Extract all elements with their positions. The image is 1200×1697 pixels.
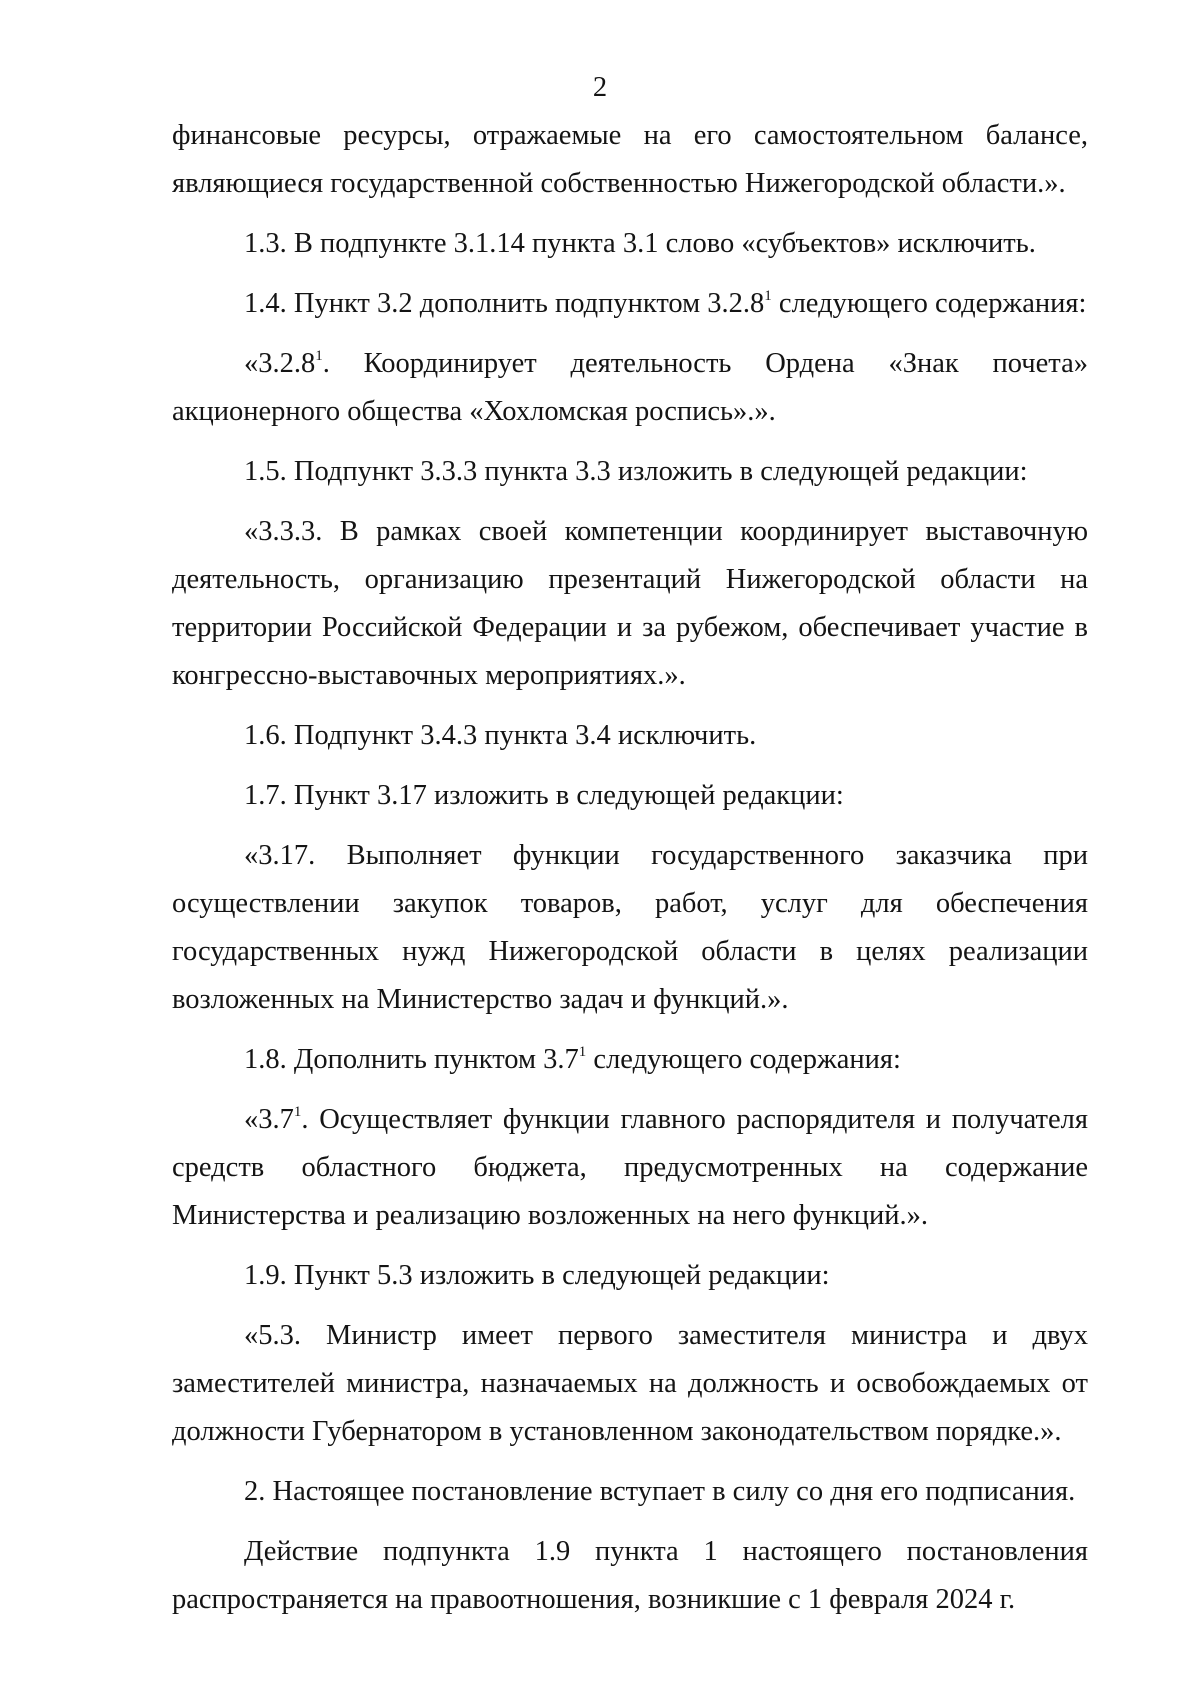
paragraph-2: 2. Настоящее постановление вступает в силу со дня его подписания. <box>244 1476 1076 1507</box>
quote-3-7-1-text-a: «3.7 <box>244 1104 294 1135</box>
quote-3-3-3: «3.3.3. В рамках своей компетенции координирует выставочную деятельность, организацию презентаций Нижегородской области на территории Российской Федерации и за рубежом, обеспечивает участие в конгрессно-выставочных мероприятиях.». <box>172 516 1088 691</box>
paragraph-1-4 <box>172 280 1088 328</box>
superscript: 1 <box>315 348 323 364</box>
document-body <box>172 112 1088 1636</box>
page-number: 2 <box>592 72 608 103</box>
paragraph-1-9: 1.9. Пункт 5.3 изложить в следующей редакции: <box>244 1260 830 1291</box>
superscript: 1 <box>293 1104 302 1120</box>
quote-3-7-1 <box>172 1096 1088 1240</box>
paragraph-continuation: финансовые ресурсы, отражаемые на его самостоятельном балансе, являющиеся государственной собственностью Нижегородской области.». <box>172 120 1088 199</box>
paragraph-1-5: 1.5. Подпункт 3.3.3 пункта 3.3 изложить в следующей редакции: <box>244 456 1028 487</box>
quote-3-2-8-1 <box>172 340 1088 436</box>
paragraph-1-7: 1.7. Пункт 3.17 изложить в следующей редакции: <box>244 780 844 811</box>
paragraph-1-8-text-a: 1.8. Дополнить пунктом 3.7 <box>244 1044 579 1075</box>
paragraph-effect: Действие подпункта 1.9 пункта 1 настоящего постановления распространяется на правоотношения, возникшие с 1 февраля 2024 г. <box>172 1536 1088 1615</box>
paragraph-1-4-text-a: 1.4. Пункт 3.2 дополнить подпунктом 3.2.8 <box>244 288 765 319</box>
paragraph-1-8 <box>172 1036 1088 1084</box>
quote-3-7-1-text-b: . Осуществляет функции главного распорядителя и получателя средств областного бюджета, предусмотренных на содержание Министерства и реализацию возложенных на него функций.». <box>172 1104 1088 1231</box>
quote-3-2-8-1-text-a: «3.2.8 <box>244 348 316 379</box>
quote-5-3: «5.3. Министр имеет первого заместителя министра и двух заместителей министра, назначаемых на должность и освобождаемых от должности Губернатором в установленном законодательством порядке.». <box>172 1320 1088 1447</box>
quote-3-2-8-1-text-b: . Координирует деятельность Ордена «Знак почета» акционерного общества «Хохломская роспись».». <box>172 348 1088 427</box>
paragraph-1-6: 1.6. Подпункт 3.4.3 пункта 3.4 исключить. <box>244 720 757 751</box>
paragraph-1-4-text-b: следующего содержания: <box>771 288 1087 319</box>
paragraph-1-3: 1.3. В подпункте 3.1.14 пункта 3.1 слово «субъектов» исключить. <box>244 228 1036 259</box>
superscript: 1 <box>578 1044 587 1060</box>
quote-3-17: «3.17. Выполняет функции государственного заказчика при осуществлении закупок товаров, работ, услуг для обеспечения государственных нужд Нижегородской области в целях реализации возложенных на Министерство задач и функций.». <box>172 840 1088 1015</box>
paragraph-1-8-text-b: следующего содержания: <box>586 1044 901 1075</box>
superscript: 1 <box>764 288 772 304</box>
